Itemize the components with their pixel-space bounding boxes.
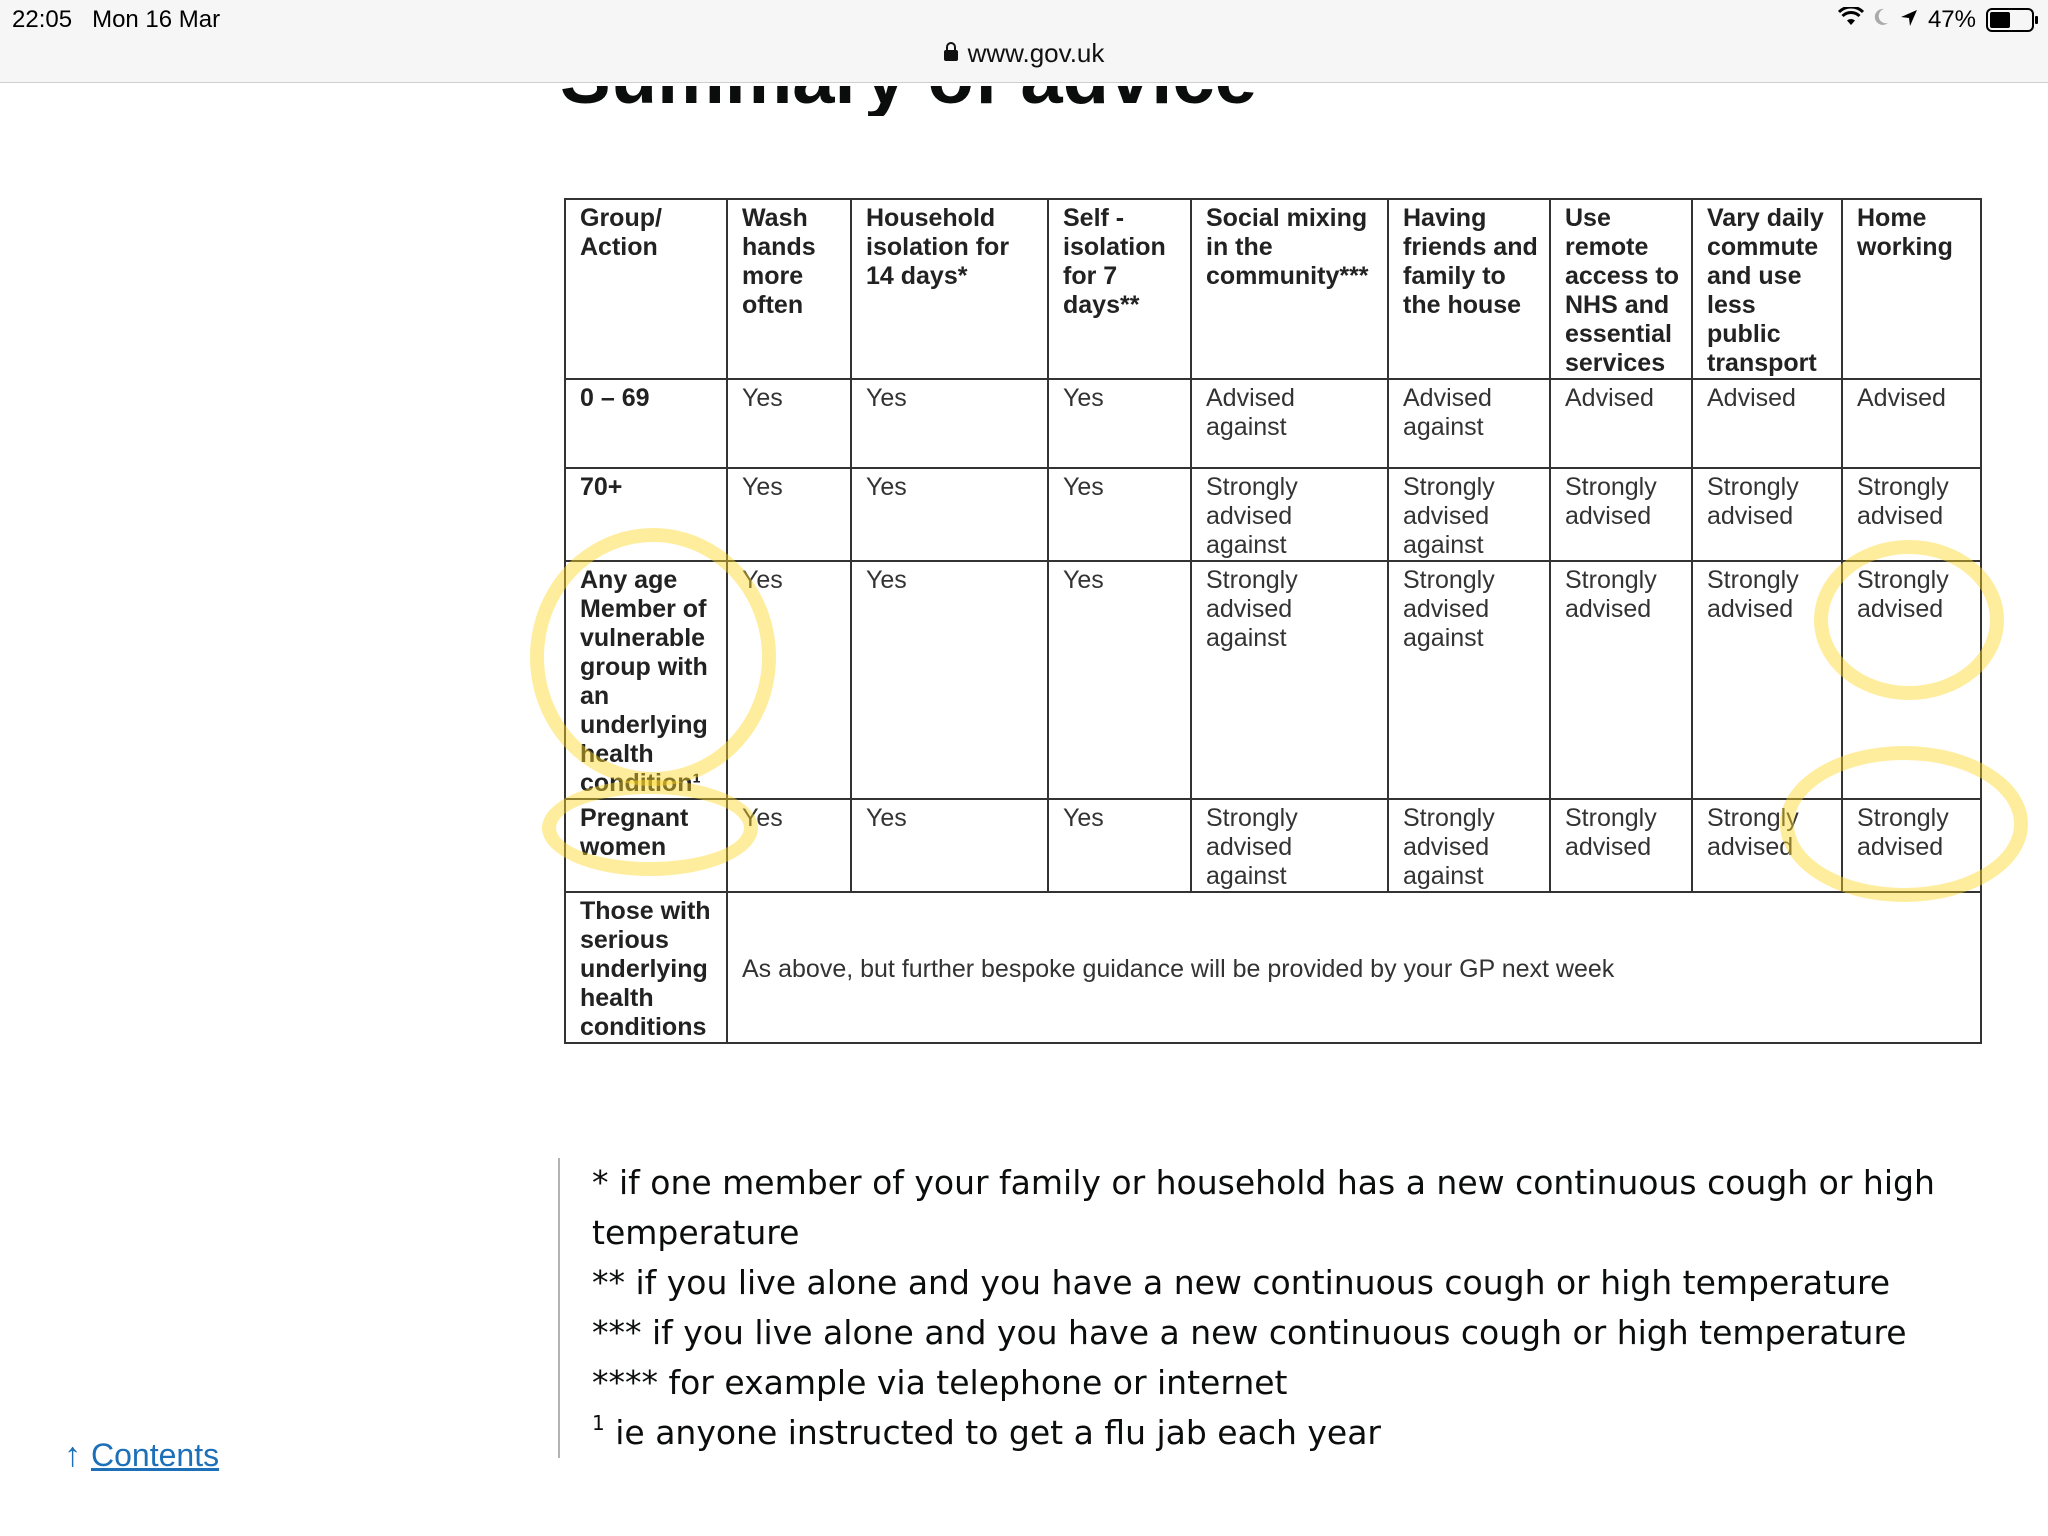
footnote-text: ie anyone instructed to get a flu jab each year — [615, 1413, 1382, 1452]
table-cell: Advised against — [1191, 379, 1388, 468]
group-cell: 70+ — [565, 468, 727, 561]
contents-link[interactable] — [64, 1436, 219, 1475]
table-cell: Yes — [1048, 379, 1191, 468]
table-cell: Strongly advised — [1842, 468, 1981, 561]
table-cell: Strongly advised against — [1388, 561, 1550, 799]
table-cell: Yes — [1048, 799, 1191, 892]
header-cell: Home working — [1842, 199, 1981, 379]
table-cell-merged: As above, but further bespoke guidance will be provided by your GP next week — [727, 892, 1981, 1043]
table-cell: Strongly advised against — [1388, 799, 1550, 892]
header-cell: Self - isolation for 7 days** — [1048, 199, 1191, 379]
wifi-icon — [1838, 6, 1864, 34]
status-indicators — [1838, 6, 2034, 34]
table-cell: Strongly advised — [1842, 561, 1981, 799]
moon-icon — [1874, 6, 1890, 34]
table-cell: Strongly advised — [1692, 799, 1842, 892]
footnote: * if one member of your family or household has a new continuous cough or high temperature — [592, 1163, 1935, 1252]
status-date: Mon 16 Mar — [92, 6, 221, 33]
table-cell: Strongly advised — [1842, 799, 1981, 892]
table-cell: Strongly advised against — [1388, 468, 1550, 561]
address-bar[interactable] — [0, 38, 2048, 69]
table-row — [565, 892, 1981, 1043]
footnote-marker: 1 — [592, 1411, 605, 1435]
battery-icon — [1986, 8, 2034, 32]
table-cell: Strongly advised against — [1191, 468, 1388, 561]
table-cell: Yes — [851, 468, 1048, 561]
table-cell: Strongly advised — [1692, 561, 1842, 799]
table-cell: Yes — [727, 799, 851, 892]
header-cell: Group/ Action — [565, 199, 727, 379]
group-cell: Any age Member of vulnerable group with an underlying health condition¹ — [565, 561, 727, 799]
advice-table — [564, 198, 1982, 1044]
group-cell: 0 – 69 — [565, 379, 727, 468]
table-cell: Strongly advised against — [1191, 799, 1388, 892]
header-cell: Vary daily commute and use less public transport — [1692, 199, 1842, 379]
battery-percent: 47% — [1927, 6, 1976, 33]
header-cell: Household isolation for 14 days* — [851, 199, 1048, 379]
footnote: *** if you live alone and you have a new continuous cough or high temperature — [592, 1313, 1907, 1352]
table-cell: Yes — [727, 379, 851, 468]
table-header-row — [565, 199, 1981, 379]
header-cell: Social mixing in the community*** — [1191, 199, 1388, 379]
url-text: www.gov.uk — [967, 38, 1105, 68]
header-cell: Use remote access to NHS and essential services — [1550, 199, 1692, 379]
group-cell: Those with serious underlying health conditions — [565, 892, 727, 1043]
table-row — [565, 561, 1981, 799]
table-cell: Yes — [851, 561, 1048, 799]
group-cell: Pregnant women — [565, 799, 727, 892]
table-cell: Strongly advised — [1550, 561, 1692, 799]
table-cell: Yes — [1048, 561, 1191, 799]
header-cell: Having friends and family to the house — [1388, 199, 1550, 379]
table-cell: Strongly advised — [1550, 468, 1692, 561]
table-row — [565, 799, 1981, 892]
browser-top-bar — [0, 0, 2048, 83]
footnote — [592, 1408, 1972, 1458]
table-cell: Advised — [1692, 379, 1842, 468]
footnote: **** for example via telephone or internet — [592, 1363, 1288, 1402]
table-row — [565, 379, 1981, 468]
table-cell: Yes — [1048, 468, 1191, 561]
status-clock: 22:05 — [12, 6, 73, 33]
lock-icon — [944, 50, 958, 61]
table-cell: Advised against — [1388, 379, 1550, 468]
footnote: ** if you live alone and you have a new continuous cough or high temperature — [592, 1263, 1891, 1302]
header-cell: Wash hands more often — [727, 199, 851, 379]
table-cell: Strongly advised against — [1191, 561, 1388, 799]
table-cell: Strongly advised — [1692, 468, 1842, 561]
contents-link-label: Contents — [91, 1437, 220, 1473]
table-cell: Yes — [851, 379, 1048, 468]
table-cell: Yes — [851, 799, 1048, 892]
table-row — [565, 468, 1981, 561]
status-time — [12, 6, 220, 34]
table-cell: Advised — [1842, 379, 1981, 468]
table-cell: Strongly advised — [1550, 799, 1692, 892]
arrow-up-icon: ↑ — [64, 1436, 81, 1474]
table-cell: Yes — [727, 468, 851, 561]
table-cell: Yes — [727, 561, 851, 799]
footnotes — [558, 1158, 1972, 1458]
table-cell: Advised — [1550, 379, 1692, 468]
location-arrow-icon — [1900, 6, 1918, 34]
